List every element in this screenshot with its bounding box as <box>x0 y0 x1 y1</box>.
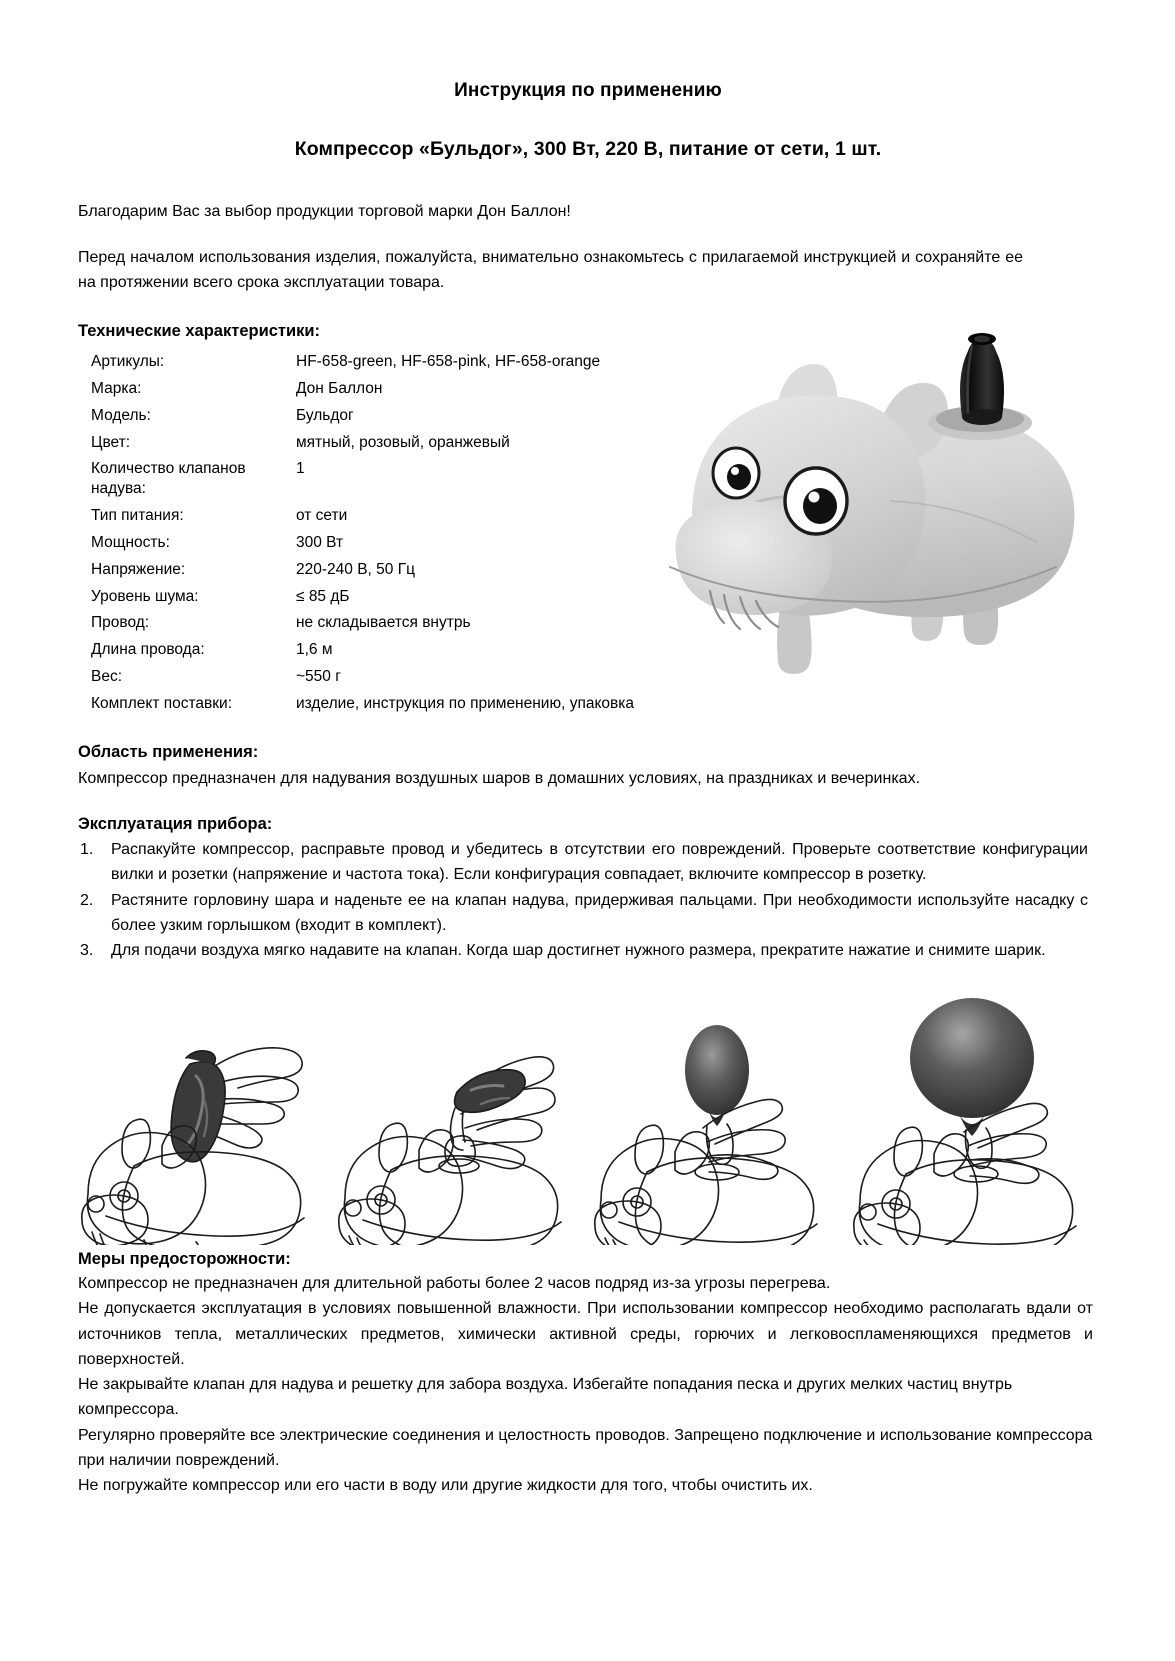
spec-label: Напряжение: <box>91 560 186 578</box>
table-row <box>91 610 691 637</box>
table-row <box>91 556 691 583</box>
table-row <box>91 503 691 530</box>
specs-heading: Технические характеристики: <box>78 321 321 340</box>
spec-value: 300 Вт <box>296 533 344 551</box>
spec-label: Уровень шума: <box>91 587 199 605</box>
spec-value: от сети <box>296 507 348 525</box>
spec-value: 1,6 м <box>296 641 333 659</box>
table-row <box>91 349 691 376</box>
table-row <box>91 429 691 456</box>
spec-label: Вес: <box>91 668 123 686</box>
list-item: Растяните горловину шара и наденьте ее на клапан надува, придерживая пальцами. При необходимости используйте насадку с более узким горлышком (входит в комплект). <box>111 891 1088 934</box>
list-item: Распакуйте компрессор, расправьте провод и убедитесь в отсутствии его повреждений. Проверьте соответствие конфигурации вилки и розетки (напряжение и частота тока). Если конфигурация совпадает, включите компрессор в розетку. <box>111 841 1088 883</box>
table-row <box>91 456 691 503</box>
spec-label: Цвет: <box>91 433 131 451</box>
precaution-paragraph: Не закрывайте клапан для надува и решетку для забора воздуха. Избегайте попадания песка и других мелких частиц внутрь компрессора. <box>78 1376 1013 1419</box>
spec-label: Тип питания: <box>91 507 184 525</box>
list-item: Для подачи воздуха мягко надавите на клапан. Когда шар достигнет нужного размера, прекратите нажатие и снимите шарик. <box>111 942 1046 960</box>
balloon-stretch-step-1-illustration <box>78 980 328 1245</box>
thanks-paragraph: Благодарим Вас за выбор продукции торговой марки Дон Баллон! <box>78 203 571 220</box>
table-row <box>91 637 691 664</box>
spec-label: Провод: <box>91 614 150 632</box>
balloon-inflated-step-4-illustration <box>848 980 1098 1245</box>
precaution-paragraph: Регулярно проверяйте все электрические соединения и целостность проводов. Запрещено подключение и использование компрессора при наличии повреждений. <box>78 1426 1093 1469</box>
table-row <box>91 402 691 429</box>
spec-value: 220-240 В, 50 Гц <box>296 560 415 578</box>
spec-label: Количество клапанов надува: <box>91 460 246 498</box>
spec-label: Артикулы: <box>91 353 165 371</box>
spec-label: Модель: <box>91 406 151 424</box>
table-row <box>91 664 691 691</box>
application-paragraph: Компрессор предназначен для надувания воздушных шаров в домашних условиях, на праздниках и вечеринках. <box>78 770 921 788</box>
precaution-paragraph: Не допускается эксплуатация в условиях повышенной влажности. При использовании компрессор необходимо располагать вдали от источников тепла, металлических предметов, химически активной среды, горючих и легковоспламеняющихся предметов и поверхностей. <box>78 1300 1093 1368</box>
precautions-heading: Меры предосторожности: <box>78 1250 291 1268</box>
table-row <box>91 690 691 717</box>
spec-value: ≤ 85 дБ <box>296 587 350 605</box>
product-title: Компрессор «Бульдог», 300 Вт, 220 В, питание от сети, 1 шт. <box>294 138 882 160</box>
intro-note-paragraph: Перед началом использования изделия, пожалуйста, внимательно ознакомьтесь с прилагаемой инструкцией и сохраняйте ее на протяжении всего срока эксплуатации товара. <box>78 249 1023 291</box>
spec-value: мятный, розовый, оранжевый <box>296 433 510 451</box>
table-row <box>91 529 691 556</box>
document-content <box>78 0 1098 965</box>
precaution-paragraph: Компрессор не предназначен для длительной работы более 2 часов подряд из-за угрозы перегрева. <box>78 1275 831 1292</box>
table-row <box>91 375 691 402</box>
balloon-inflating-step-3-illustration <box>591 980 841 1245</box>
spec-value: Дон Баллон <box>296 379 383 397</box>
precaution-paragraph: Не погружайте компрессор или его части в воду или другие жидкости для того, чтобы очистить их. <box>78 1477 813 1495</box>
operation-heading: Эксплуатация прибора: <box>78 815 273 834</box>
balloon-attach-step-2-illustration <box>335 980 585 1245</box>
page-title: Инструкция по применению <box>454 80 722 101</box>
application-heading: Область применения: <box>78 743 259 762</box>
spec-value: HF-658-green, HF-658-pink, HF-658-orange <box>296 353 601 371</box>
usage-illustration-strip <box>78 975 1098 1245</box>
spec-value: не складывается внутрь <box>296 614 471 632</box>
spec-label: Комплект поставки: <box>91 694 233 712</box>
spec-value: 1 <box>296 460 305 478</box>
spec-label: Марка: <box>91 379 142 397</box>
spec-value: Бульдог <box>296 406 354 424</box>
precautions-section <box>78 1250 1098 1498</box>
spec-value: ~550 г <box>296 668 341 686</box>
specifications-table <box>91 349 691 718</box>
spec-value: изделие, инструкция по применению, упаковка <box>296 694 635 712</box>
operation-steps-list <box>78 834 1088 964</box>
spec-label: Длина провода: <box>91 641 205 659</box>
spec-label: Мощность: <box>91 533 170 551</box>
table-row <box>91 583 691 610</box>
